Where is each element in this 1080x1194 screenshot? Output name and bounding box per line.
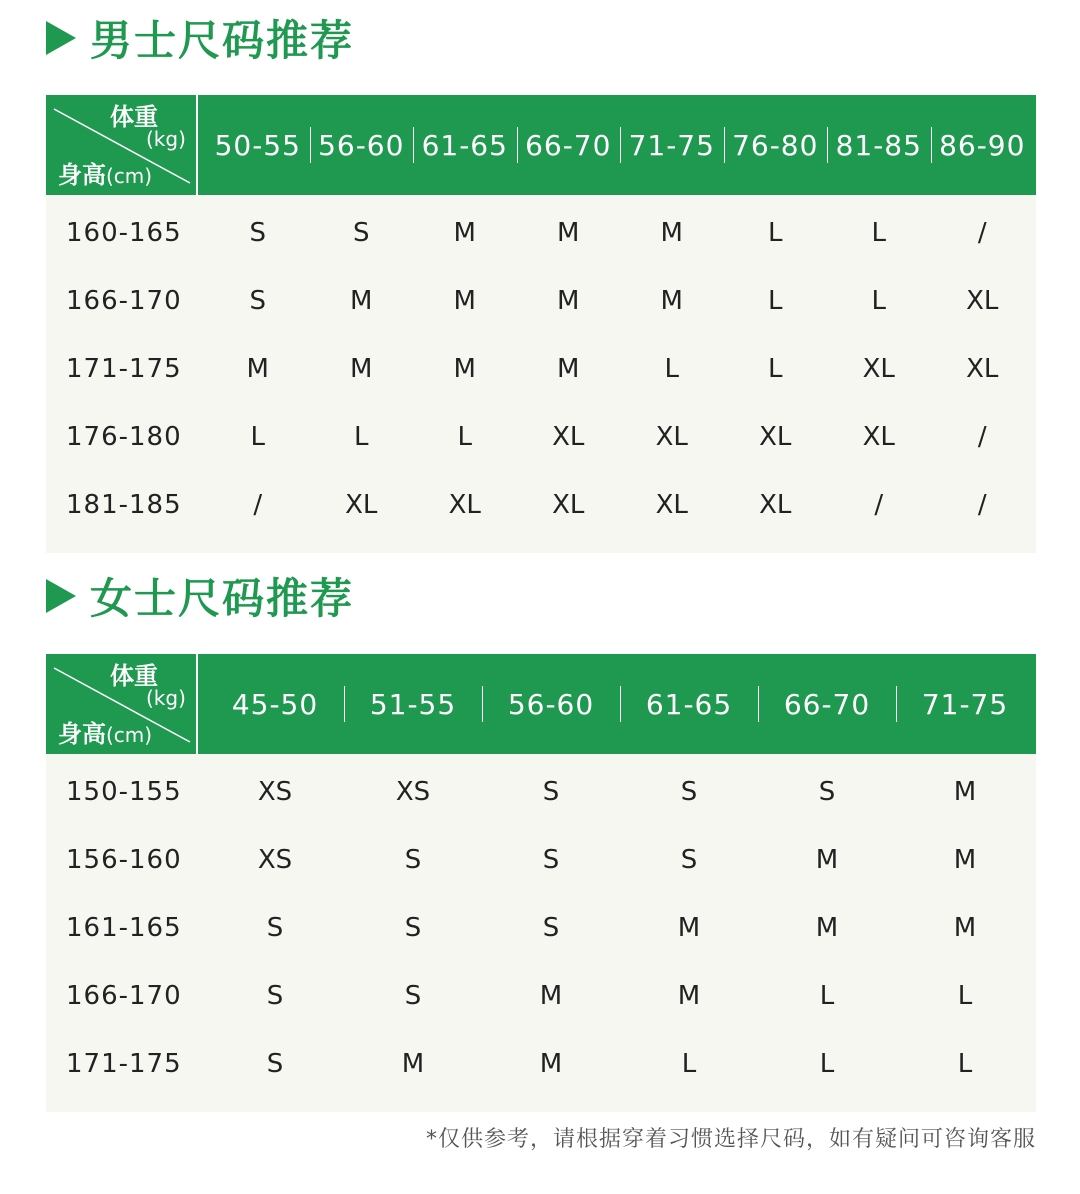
size-cell: S — [818, 777, 836, 807]
size-cell: S — [266, 1049, 284, 1079]
weight-header: 66-70 — [525, 128, 612, 162]
height-range-label: 166-170 — [66, 286, 182, 316]
size-cell: M — [453, 286, 476, 316]
size-cell: M — [453, 218, 476, 248]
header-separator — [482, 686, 483, 722]
size-cell: XL — [966, 354, 999, 384]
size-cell: S — [680, 777, 698, 807]
size-cell: M — [539, 1049, 563, 1079]
size-cell: L — [681, 1049, 697, 1079]
table-row — [46, 962, 1036, 1030]
size-cell: M — [677, 913, 701, 943]
size-cell: S — [542, 913, 560, 943]
size-cell: XL — [862, 354, 895, 384]
size-cell: S — [404, 913, 422, 943]
height-range-label: 181-185 — [66, 490, 182, 520]
header-separator — [344, 686, 345, 722]
size-cell: L — [768, 218, 783, 248]
play-triangle-icon — [46, 21, 76, 55]
size-cell: M — [246, 354, 269, 384]
size-cell: S — [404, 981, 422, 1011]
header-separator — [896, 686, 897, 722]
header-divider — [196, 95, 198, 195]
weight-header: 56-60 — [507, 687, 595, 721]
size-cell: M — [350, 286, 373, 316]
play-triangle-icon — [46, 579, 76, 613]
weight-header: 45-50 — [231, 687, 319, 721]
table-row — [46, 826, 1036, 894]
size-cell: / — [253, 490, 263, 520]
size-cell: L — [768, 286, 783, 316]
height-range-label: 171-175 — [66, 354, 182, 384]
size-cell: XS — [257, 845, 293, 875]
table-row — [46, 758, 1036, 826]
men-table-body — [46, 195, 1036, 553]
size-cell: XL — [552, 422, 585, 452]
size-cell: S — [680, 845, 698, 875]
size-cell: M — [815, 845, 839, 875]
size-cell: M — [660, 286, 683, 316]
size-cell: XL — [655, 422, 688, 452]
size-cell: S — [249, 218, 266, 248]
size-cell: M — [453, 354, 476, 384]
size-cell: XL — [759, 422, 792, 452]
size-cell: L — [957, 1049, 973, 1079]
weight-header: 61-65 — [421, 128, 508, 162]
disclaimer-note: *仅供参考，请根据穿着习惯选择尺码，如有疑问可咨询客服 — [425, 1127, 1036, 1152]
size-cell: M — [815, 913, 839, 943]
weight-header: 61-65 — [645, 687, 733, 721]
kg-unit: (kg) — [146, 127, 186, 151]
table-row — [46, 199, 1036, 267]
weight-header: 50-55 — [214, 128, 301, 162]
men-size-table — [46, 95, 1036, 553]
height-label: 身高(cm) — [58, 161, 153, 189]
size-cell: M — [953, 913, 977, 943]
size-cell: S — [352, 218, 370, 248]
size-cell: M — [557, 286, 580, 316]
weight-header: 71-75 — [921, 687, 1009, 721]
table-row — [46, 403, 1036, 471]
women-corner-cell — [46, 654, 196, 754]
size-cell: S — [266, 913, 284, 943]
size-cell: XS — [395, 777, 431, 807]
size-cell: M — [557, 218, 580, 248]
women-title: 女士尺码推荐 — [90, 574, 355, 623]
size-cell: S — [404, 845, 422, 875]
header-separator — [758, 686, 759, 722]
size-cell: M — [557, 354, 580, 384]
table-row — [46, 471, 1036, 539]
women-size-table — [46, 654, 1036, 1112]
table-row — [46, 1030, 1036, 1098]
kg-unit: (kg) — [146, 686, 186, 710]
size-cell: M — [539, 981, 563, 1011]
size-cell: / — [977, 218, 987, 248]
size-cell: / — [977, 422, 987, 452]
women-table-header — [46, 654, 1036, 754]
height-range-label: 150-155 — [66, 777, 182, 807]
men-title: 男士尺码推荐 — [90, 16, 355, 65]
men-table-header — [46, 95, 1036, 195]
weight-header: 76-80 — [732, 128, 819, 162]
header-separator — [724, 127, 725, 163]
size-cell: M — [953, 777, 977, 807]
size-cell: L — [871, 286, 886, 316]
table-row — [46, 894, 1036, 962]
size-cell: M — [953, 845, 977, 875]
size-cell: XL — [759, 490, 792, 520]
size-cell: XL — [655, 490, 688, 520]
size-cell: M — [660, 218, 683, 248]
header-divider — [196, 654, 198, 754]
size-cell: XL — [552, 490, 585, 520]
header-separator — [413, 127, 414, 163]
size-cell: / — [977, 490, 987, 520]
size-cell: L — [957, 981, 973, 1011]
size-cell: L — [457, 422, 472, 452]
weight-header: 56-60 — [318, 128, 405, 162]
size-cell: M — [677, 981, 701, 1011]
weight-header: 71-75 — [628, 128, 715, 162]
size-cell: M — [401, 1049, 425, 1079]
size-cell: L — [354, 422, 369, 452]
height-range-label: 161-165 — [66, 913, 182, 943]
size-cell: XL — [862, 422, 895, 452]
header-separator — [310, 127, 311, 163]
height-range-label: 156-160 — [66, 845, 182, 875]
size-cell: L — [768, 354, 783, 384]
height-range-label: 160-165 — [66, 218, 182, 248]
women-section-title — [46, 566, 354, 626]
weight-label: 体重 — [110, 662, 158, 690]
table-row — [46, 335, 1036, 403]
height-range-label: 171-175 — [66, 1049, 182, 1079]
height-range-label: 166-170 — [66, 981, 182, 1011]
weight-label: 体重 — [110, 103, 158, 131]
size-cell: L — [250, 422, 265, 452]
table-row — [46, 267, 1036, 335]
size-cell: XL — [345, 490, 378, 520]
men-corner-cell — [46, 95, 196, 195]
weight-header: 51-55 — [369, 687, 457, 721]
height-range-label: 176-180 — [66, 422, 182, 452]
size-cell: S — [542, 845, 560, 875]
header-separator — [827, 127, 828, 163]
size-cell: M — [350, 354, 373, 384]
weight-header: 81-85 — [835, 128, 922, 162]
header-separator — [517, 127, 518, 163]
size-cell: S — [249, 286, 266, 316]
header-separator — [620, 127, 621, 163]
size-cell: L — [819, 981, 835, 1011]
size-cell: XS — [257, 777, 293, 807]
header-separator — [620, 686, 621, 722]
size-cell: L — [664, 354, 679, 384]
weight-header: 66-70 — [783, 687, 871, 721]
size-cell: / — [874, 490, 884, 520]
size-cell: L — [819, 1049, 835, 1079]
men-section-title — [46, 8, 354, 68]
size-cell: L — [871, 218, 886, 248]
height-label: 身高(cm) — [58, 720, 153, 748]
women-table-body — [46, 754, 1036, 1112]
size-cell: S — [266, 981, 284, 1011]
size-cell: S — [542, 777, 560, 807]
size-cell: XL — [448, 490, 481, 520]
header-separator — [931, 127, 932, 163]
size-cell: XL — [966, 286, 999, 316]
weight-header: 86-90 — [939, 128, 1026, 162]
